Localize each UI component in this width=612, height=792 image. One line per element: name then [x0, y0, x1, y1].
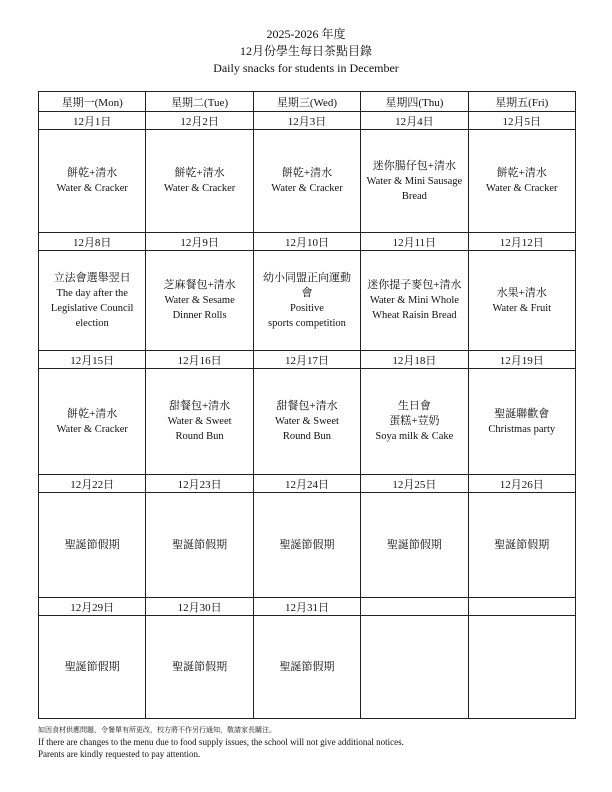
snack-text-line: Water & Sweet — [167, 416, 232, 427]
snack-text-line: Water & Fruit — [492, 302, 552, 314]
date-cell: 12月19日 — [468, 351, 575, 369]
page-title-chinese: 12月份學生每日茶點目錄 — [239, 44, 372, 58]
footer-notes — [38, 725, 578, 760]
snack-text-line: 水果+清水 — [496, 286, 547, 299]
snack-cell — [146, 130, 253, 233]
date-cell: 12月31日 — [253, 598, 360, 616]
snack-text-line: 餅乾+清水 — [281, 167, 333, 179]
page-title-english: Daily snacks for students in December — [213, 61, 399, 75]
snack-row — [39, 130, 576, 233]
snack-text-line: 甜餐包+清水 — [168, 400, 231, 412]
weekday-thu-header: 星期四(Thu) — [361, 92, 468, 112]
snack-text-line: 會 — [301, 286, 313, 299]
snack-calendar-table — [38, 91, 576, 719]
snack-text-line: Bread — [401, 190, 427, 202]
date-cell: 12月26日 — [468, 475, 575, 493]
snack-cell — [253, 130, 360, 233]
date-cell — [468, 598, 575, 616]
snack-text-line: Wheat Raisin Bread — [372, 310, 457, 321]
snack-row — [39, 493, 576, 598]
date-cell: 12月8日 — [39, 233, 146, 251]
empty-cell — [361, 616, 468, 719]
footer-note-english-1: If there are changes to the menu due to food supply issues, the school will not give additional notices. — [38, 737, 404, 747]
snack-text-line: 聖誕聯歡會 — [494, 407, 550, 420]
snack-cell — [146, 369, 253, 475]
snack-cell — [39, 251, 146, 351]
snack-text-line: Water & Cracker — [271, 183, 343, 194]
snack-text-line: 迷你腸仔包+清水 — [372, 159, 456, 172]
snack-text-line: 聖誕節假期 — [279, 538, 335, 551]
snack-text-line: Christmas party — [488, 423, 556, 435]
date-row — [39, 351, 576, 369]
date-cell: 12月10日 — [253, 233, 360, 251]
snack-cell — [468, 130, 575, 233]
snack-text-line: Water & Sweet — [275, 416, 339, 427]
date-cell: 12月3日 — [253, 112, 360, 130]
date-cell: 12月16日 — [146, 351, 253, 369]
snack-text-line: Water & Sesame — [164, 295, 235, 306]
date-cell: 12月17日 — [253, 351, 360, 369]
snack-text-line: 幼小同盟正向運動 — [262, 271, 351, 284]
snack-cell — [253, 616, 360, 719]
snack-text-line: Positive — [290, 302, 324, 314]
weekday-header-row — [39, 92, 576, 112]
snack-text-line: sports competition — [268, 317, 346, 329]
snack-cell — [146, 251, 253, 351]
snack-text-line: 蛋糕+荳奶 — [389, 415, 440, 427]
snack-text-line: 聖誕節假期 — [172, 660, 228, 673]
snack-cell — [361, 369, 468, 475]
snack-text-line: Soya milk & Cake — [375, 431, 454, 442]
snack-text-line: 芝麻餐包+清水 — [163, 279, 236, 291]
footer-note-english-2: Parents are kindly requested to pay attention. — [38, 749, 201, 759]
weekday-mon-header: 星期一(Mon) — [39, 92, 146, 112]
snack-row — [39, 251, 576, 351]
snack-row — [39, 369, 576, 475]
snack-cell — [361, 251, 468, 351]
date-cell: 12月29日 — [39, 598, 146, 616]
snack-text-line: election — [75, 317, 109, 329]
snack-text-line: 甜餐包+清水 — [276, 400, 338, 412]
snack-cell — [39, 130, 146, 233]
date-row — [39, 475, 576, 493]
snack-cell — [39, 369, 146, 475]
date-cell: 12月4日 — [361, 112, 468, 130]
snack-cell — [361, 493, 468, 598]
date-row — [39, 112, 576, 130]
snack-text-line: 聖誕節假期 — [64, 538, 120, 551]
snack-text-line: 餅乾+清水 — [67, 167, 118, 179]
snack-text-line: Round Bun — [175, 431, 224, 442]
snack-cell — [39, 493, 146, 598]
date-cell: 12月22日 — [39, 475, 146, 493]
snack-cell — [361, 130, 468, 233]
snack-text-line: Dinner Rolls — [172, 310, 227, 321]
date-row — [39, 598, 576, 616]
snack-cell — [253, 493, 360, 598]
date-cell: 12月25日 — [361, 475, 468, 493]
snack-cell — [146, 616, 253, 719]
weekday-wed-header: 星期三(Wed) — [253, 92, 360, 112]
snack-cell — [253, 369, 360, 475]
snack-text-line: 餅乾+清水 — [496, 167, 547, 179]
date-cell: 12月11日 — [361, 233, 468, 251]
date-cell — [361, 598, 468, 616]
date-cell: 12月30日 — [146, 598, 253, 616]
footer-note-chinese: 如因食材供應問題，令餐單有所更改，校方將不作另行通知，敬請家長關注。 — [38, 726, 276, 734]
snack-text-line: 聖誕節假期 — [279, 660, 335, 673]
snack-cell — [468, 369, 575, 475]
snack-text-line: 聖誕節假期 — [172, 538, 228, 551]
weekday-fri-header: 星期五(Fri) — [468, 92, 575, 112]
snack-text-line: The day after the — [56, 287, 128, 299]
date-cell: 12月1日 — [39, 112, 146, 130]
snack-text-line: 聖誕節假期 — [386, 538, 442, 551]
date-cell: 12月5日 — [468, 112, 575, 130]
date-cell: 12月15日 — [39, 351, 146, 369]
snack-cell — [468, 251, 575, 351]
snack-text-line: 聖誕節假期 — [64, 660, 120, 673]
date-cell: 12月23日 — [146, 475, 253, 493]
snack-cell — [253, 251, 360, 351]
school-year: 2025-2026 年度 — [266, 27, 346, 41]
snack-cell — [146, 493, 253, 598]
snack-text-line: Water & Cracker — [163, 183, 236, 194]
weekday-tue-header: 星期二(Tue) — [146, 92, 253, 112]
date-cell: 12月24日 — [253, 475, 360, 493]
snack-text-line: 立法會選舉翌日 — [53, 271, 131, 284]
snack-cell — [39, 616, 146, 719]
page-header — [0, 26, 612, 77]
snack-text-line: Water & Cracker — [56, 423, 128, 435]
snack-text-line: Water & Cracker — [486, 183, 558, 194]
snack-cell — [468, 493, 575, 598]
snack-text-line: Water & Mini Whole — [369, 295, 459, 306]
snack-text-line: 聖誕節假期 — [494, 538, 550, 551]
empty-cell — [468, 616, 575, 719]
date-row — [39, 233, 576, 251]
snack-text-line: Water & Mini Sausage — [366, 175, 463, 187]
date-cell: 12月12日 — [468, 233, 575, 251]
snack-row — [39, 616, 576, 719]
date-cell: 12月2日 — [146, 112, 253, 130]
date-cell: 12月9日 — [146, 233, 253, 251]
snack-text-line: Water & Cracker — [56, 183, 128, 194]
snack-text-line: 生日會 — [397, 400, 431, 412]
snack-text-line: 迷你提子麥包+清水 — [367, 279, 462, 291]
snack-text-line: 餅乾+清水 — [174, 167, 225, 179]
snack-text-line: 餅乾+清水 — [67, 407, 118, 420]
snack-text-line: Round Bun — [282, 431, 332, 442]
date-cell: 12月18日 — [361, 351, 468, 369]
snack-text-line: Legislative Council — [50, 302, 134, 314]
